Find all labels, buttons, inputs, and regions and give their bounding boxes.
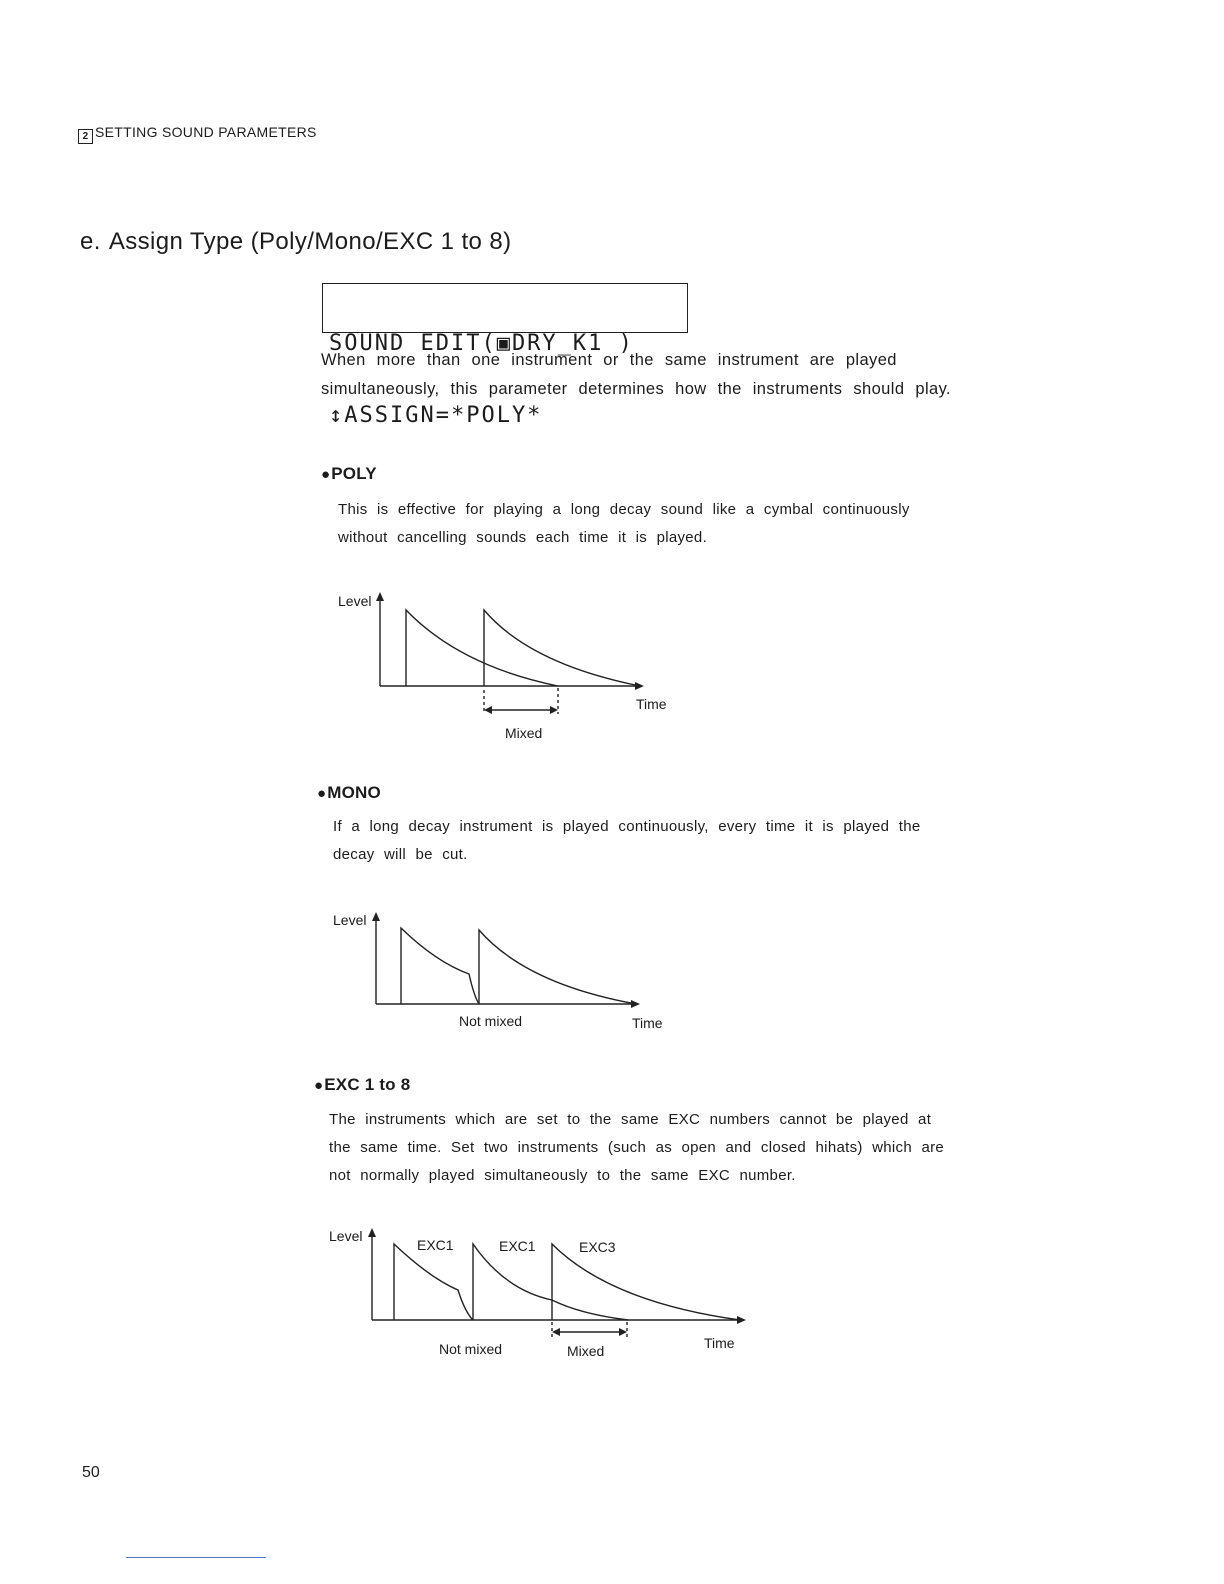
bullet-dot-icon: ●	[317, 785, 327, 802]
arrow-up-icon	[368, 1228, 376, 1237]
title-text: Assign Type (Poly/Mono/EXC 1 to 8)	[108, 228, 512, 255]
exc-envelope-1	[394, 1244, 473, 1320]
title-prefix: e.	[80, 228, 101, 255]
poly-heading	[321, 464, 377, 484]
section-title: SETTING SOUND PARAMETERS	[95, 124, 317, 140]
bottom-rule	[126, 1557, 266, 1558]
bullet-dot-icon: ●	[321, 466, 331, 483]
lcd-line-2: ↕ASSIGN=*POLY*	[329, 403, 543, 428]
mono-diagram	[326, 904, 686, 1044]
exc-label-2: EXC1	[499, 1238, 536, 1254]
poly-heading-text: POLY	[331, 464, 377, 483]
exc-envelope-3	[552, 1244, 740, 1320]
exc-not-mixed-label: Not mixed	[439, 1341, 503, 1357]
exc-x-label: Time	[704, 1335, 735, 1351]
arrow-up-icon	[376, 592, 384, 601]
mono-x-label: Time	[632, 1015, 663, 1031]
exc-label-1: EXC1	[417, 1237, 454, 1253]
arrow-up-icon	[372, 912, 380, 921]
page-title	[80, 228, 520, 256]
exc-diagram	[320, 1220, 780, 1370]
exc-heading-text: EXC 1 to 8	[324, 1075, 411, 1094]
exc-mixed-label: Mixed	[567, 1343, 605, 1359]
description: When more than one instrument or the same instrument are played simultaneously, this parameter determines how the instruments should play.	[321, 351, 952, 398]
mono-envelope-2	[479, 930, 636, 1004]
mono-envelope-1	[401, 928, 479, 1004]
section-number: 2	[78, 129, 93, 144]
exc-y-label: Level	[329, 1228, 363, 1244]
lcd-line-1: SOUND EDIT(▣DRY_K1 )	[329, 331, 634, 356]
mono-heading-text: MONO	[327, 783, 381, 802]
poly-diagram	[330, 586, 690, 756]
mono-not-mixed-label: Not mixed	[459, 1013, 523, 1029]
poly-text: This is effective for playing a long decay sound like a cymbal continuously without cancelling sounds each time it is played.	[338, 501, 910, 546]
exc-heading	[314, 1075, 410, 1095]
page-number: 50	[82, 1464, 100, 1481]
mono-text: If a long decay instrument is played continuously, every time it is played the decay will be cut.	[333, 818, 921, 863]
double-arrow-icon	[484, 706, 558, 714]
bullet-dot-icon: ●	[314, 1077, 324, 1094]
poly-envelope-2	[484, 610, 640, 686]
poly-mixed-label: Mixed	[505, 725, 543, 741]
section-header	[78, 124, 317, 144]
poly-envelope-1	[406, 610, 558, 686]
poly-x-label: Time	[636, 696, 667, 712]
poly-y-label: Level	[338, 593, 372, 609]
exc-label-3: EXC3	[579, 1239, 616, 1255]
double-arrow-icon	[552, 1328, 627, 1336]
mono-heading	[317, 783, 381, 803]
exc-text: The instruments which are set to the same EXC numbers cannot be played at the same time. Set two instruments (such as open and closed hihats) which are not normally played simultaneously to the same EXC number.	[329, 1111, 945, 1184]
mono-y-label: Level	[333, 912, 367, 928]
